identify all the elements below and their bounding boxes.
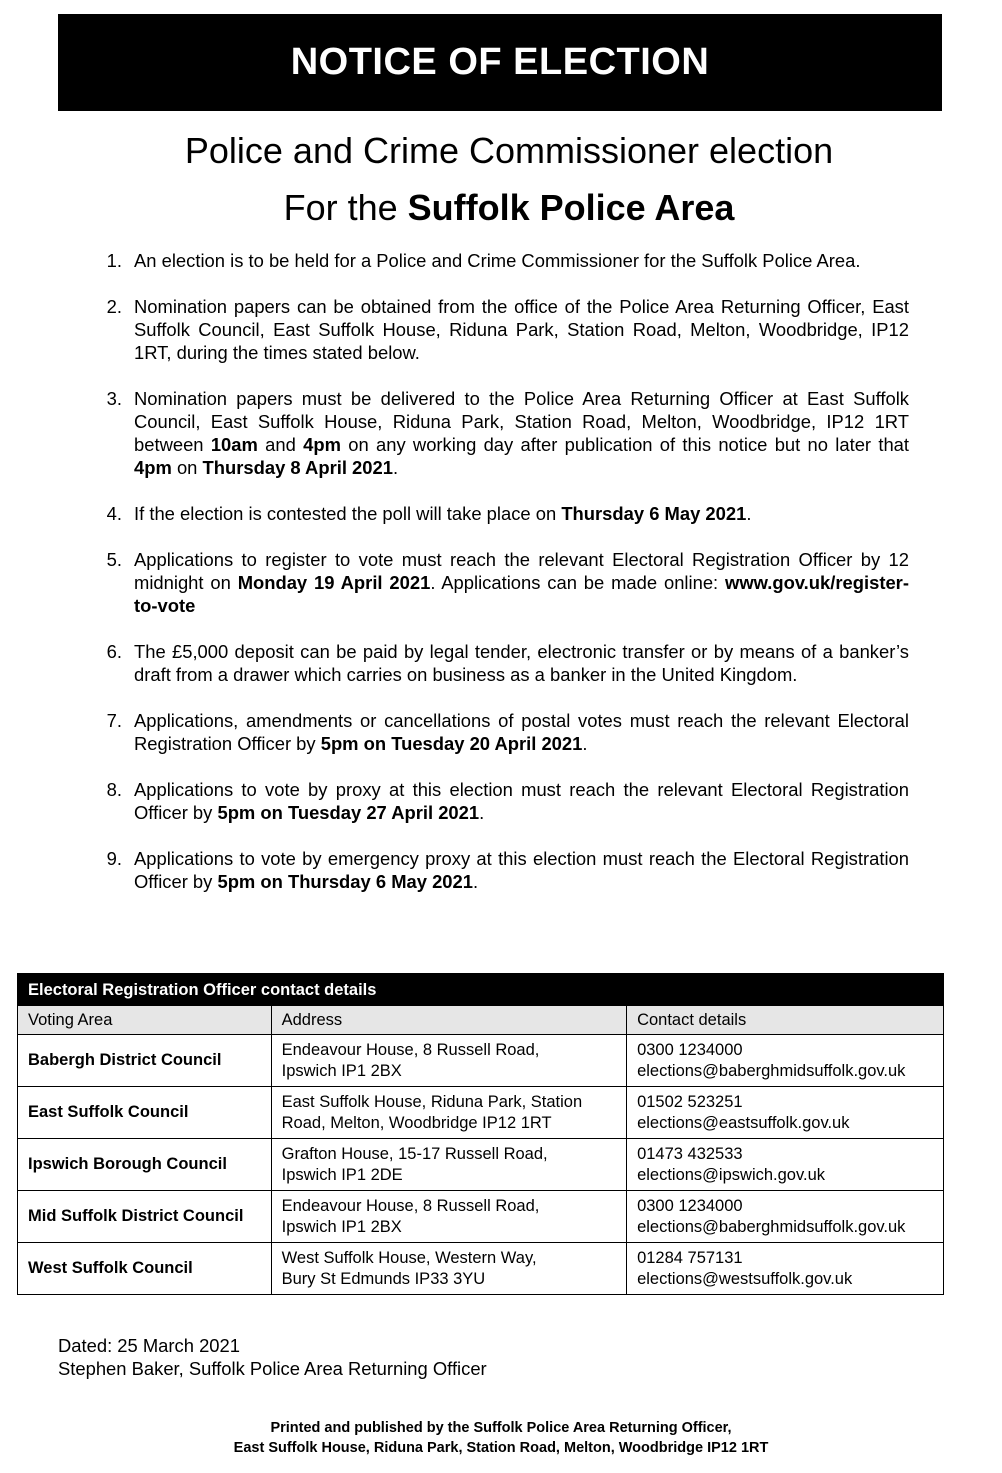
email-address: elections@eastsuffolk.gov.uk xyxy=(637,1113,850,1132)
address-line: Grafton House, 15-17 Russell Road, xyxy=(281,1144,548,1163)
signature-block xyxy=(58,1334,487,1380)
body-text: An election is to be held for a Police and Crime Commissioner for the Suffolk Police Area. xyxy=(134,250,861,271)
table-row xyxy=(18,1191,944,1243)
election-subtitle: Police and Crime Commissioner election xyxy=(184,130,834,171)
column-header-contact: Contact details xyxy=(627,1006,944,1035)
body-text: . Applications can be made online: xyxy=(430,572,726,593)
list-item xyxy=(96,847,909,893)
column-header-address: Address xyxy=(271,1006,626,1035)
list-item-text xyxy=(134,548,909,617)
body-text: Nomination papers can be obtained from the office of the Police Area Returning Officer, East Suffolk Council, East Suffolk House, Riduna Park, Station Road, Melton, Woodbridge, IP12 1RT, during the times stated below. xyxy=(134,296,909,363)
address-line: East Suffolk House, Riduna Park, Station xyxy=(281,1092,583,1111)
emphasis-text: www.gov.uk/register-to-vote xyxy=(134,572,909,616)
voting-area-cell: Babergh District Council xyxy=(18,1035,272,1087)
table-row xyxy=(18,1139,944,1191)
list-item-number: 9. xyxy=(106,848,122,869)
body-text: Applications to vote by emergency proxy at this election must reach the Electoral Registration Officer by xyxy=(134,848,909,892)
officer-line: Stephen Baker, Suffolk Police Area Returning Officer xyxy=(58,1358,487,1379)
list-item xyxy=(96,295,909,364)
address-cell xyxy=(271,1243,626,1295)
list-item-text xyxy=(134,847,909,893)
list-item-text xyxy=(134,640,909,686)
imprint-line-1: Printed and published by the Suffolk Police Area Returning Officer, xyxy=(270,1420,732,1436)
body-text: on xyxy=(171,457,203,478)
list-item-number: 4. xyxy=(106,503,122,524)
contact-cell xyxy=(627,1087,944,1139)
body-text: Applications to vote by proxy at this election must reach the relevant Electoral Registration Officer by xyxy=(134,779,909,823)
list-item xyxy=(96,502,909,525)
address-line: Ipswich IP1 2BX xyxy=(281,1217,402,1236)
emphasis-text: Thursday 8 April 2021 xyxy=(202,457,393,478)
emphasis-text: Thursday 6 May 2021 xyxy=(561,503,747,524)
phone-number: 0300 1234000 xyxy=(637,1196,743,1215)
list-item-text xyxy=(134,778,909,824)
list-item-text xyxy=(134,709,909,755)
list-item xyxy=(96,640,909,686)
voting-area-cell: West Suffolk Council xyxy=(18,1243,272,1295)
address-line: Endeavour House, 8 Russell Road, xyxy=(281,1196,540,1215)
list-item xyxy=(96,709,909,755)
emphasis-text: 5pm on Tuesday 20 April 2021 xyxy=(320,733,583,754)
body-text: If the election is contested the poll will take place on xyxy=(134,503,562,524)
address-line: West Suffolk House, Western Way, xyxy=(281,1248,537,1267)
list-item-number: 5. xyxy=(106,549,122,570)
email-address: elections@baberghmidsuffolk.gov.uk xyxy=(637,1217,906,1236)
phone-number: 0300 1234000 xyxy=(637,1040,743,1059)
imprint-footer xyxy=(0,1418,1002,1458)
address-line: Ipswich IP1 2BX xyxy=(281,1061,402,1080)
contact-cell xyxy=(627,1191,944,1243)
contact-cell xyxy=(627,1035,944,1087)
table-row xyxy=(18,1243,944,1295)
emphasis-text: 4pm xyxy=(134,457,172,478)
notice-title: NOTICE OF ELECTION xyxy=(290,41,710,83)
list-item xyxy=(96,548,909,617)
body-text: Applications, amendments or cancellations of postal votes must reach the relevant Electoral Registration Officer by xyxy=(134,710,909,754)
email-address: elections@baberghmidsuffolk.gov.uk xyxy=(637,1061,906,1080)
notice-list xyxy=(96,249,909,916)
area-subtitle-prefix: For the xyxy=(283,187,408,228)
list-item-number: 8. xyxy=(106,779,122,800)
voting-area-cell: Mid Suffolk District Council xyxy=(18,1191,272,1243)
list-item-number: 6. xyxy=(106,641,122,662)
phone-number: 01502 523251 xyxy=(637,1092,743,1111)
dated-line: Dated: 25 March 2021 xyxy=(58,1335,240,1356)
area-subtitle xyxy=(0,187,1002,229)
list-item-text xyxy=(134,249,909,272)
emphasis-text: 5pm on Tuesday 27 April 2021 xyxy=(217,802,480,823)
address-cell xyxy=(271,1191,626,1243)
list-item-text xyxy=(134,387,909,479)
body-text: . xyxy=(392,457,399,478)
notice-banner xyxy=(58,14,942,111)
email-address: elections@ipswich.gov.uk xyxy=(637,1165,826,1184)
body-text: . xyxy=(746,503,752,524)
list-item-number: 1. xyxy=(106,250,122,271)
voting-area-cell: East Suffolk Council xyxy=(18,1087,272,1139)
voting-area-cell: Ipswich Borough Council xyxy=(18,1139,272,1191)
imprint-line-2: East Suffolk House, Riduna Park, Station Road, Melton, Woodbridge IP12 1RT xyxy=(233,1440,769,1456)
body-text: on any working day after publication of this notice but no later that xyxy=(340,434,910,455)
address-line: Endeavour House, 8 Russell Road, xyxy=(281,1040,540,1059)
contact-cell xyxy=(627,1243,944,1295)
list-item-text xyxy=(134,502,909,525)
emphasis-text: 4pm xyxy=(303,434,341,455)
list-item xyxy=(96,387,909,479)
body-text: and xyxy=(257,434,304,455)
area-subtitle-bold: Suffolk Police Area xyxy=(407,187,735,228)
body-text: . xyxy=(473,871,479,892)
body-text: Nomination papers must be delivered to the Police Area Returning Officer at East Suffolk Council, East Suffolk House, Riduna Park, Station Road, Melton, Woodbridge, IP12 1RT between xyxy=(134,388,909,455)
list-item xyxy=(96,778,909,824)
contact-cell xyxy=(627,1139,944,1191)
phone-number: 01284 757131 xyxy=(637,1248,743,1267)
column-header-voting-area: Voting Area xyxy=(18,1006,272,1035)
body-text: The £5,000 deposit can be paid by legal tender, electronic transfer or by means of a banker’s draft from a drawer which carries on business as a banker in the United Kingdom. xyxy=(134,641,909,685)
list-item xyxy=(96,249,909,272)
list-item-number: 7. xyxy=(106,710,122,731)
list-item-number: 2. xyxy=(106,296,122,317)
table-header-row xyxy=(18,1006,944,1035)
table-row xyxy=(18,1087,944,1139)
email-address: elections@westsuffolk.gov.uk xyxy=(637,1269,853,1288)
emphasis-text: 5pm on Thursday 6 May 2021 xyxy=(217,871,473,892)
emphasis-text: Monday 19 April 2021 xyxy=(237,572,431,593)
body-text: . xyxy=(582,733,588,754)
body-text: . xyxy=(479,802,485,823)
address-cell xyxy=(271,1035,626,1087)
address-line: Bury St Edmunds IP33 3YU xyxy=(281,1269,486,1288)
address-line: Ipswich IP1 2DE xyxy=(281,1165,403,1184)
table-title: Electoral Registration Officer contact details xyxy=(18,974,944,1006)
emphasis-text: 10am xyxy=(210,434,258,455)
address-cell xyxy=(271,1139,626,1191)
address-cell xyxy=(271,1087,626,1139)
address-line: Road, Melton, Woodbridge IP12 1RT xyxy=(281,1113,552,1132)
table-row xyxy=(18,1035,944,1087)
body-text: Applications to register to vote must reach the relevant Electoral Registration Officer by 12 midnight on xyxy=(134,549,909,593)
phone-number: 01473 432533 xyxy=(637,1144,743,1163)
list-item-number: 3. xyxy=(106,388,122,409)
table-title-row xyxy=(18,974,944,1006)
list-item-text xyxy=(134,295,909,364)
contacts-table xyxy=(17,973,944,1295)
